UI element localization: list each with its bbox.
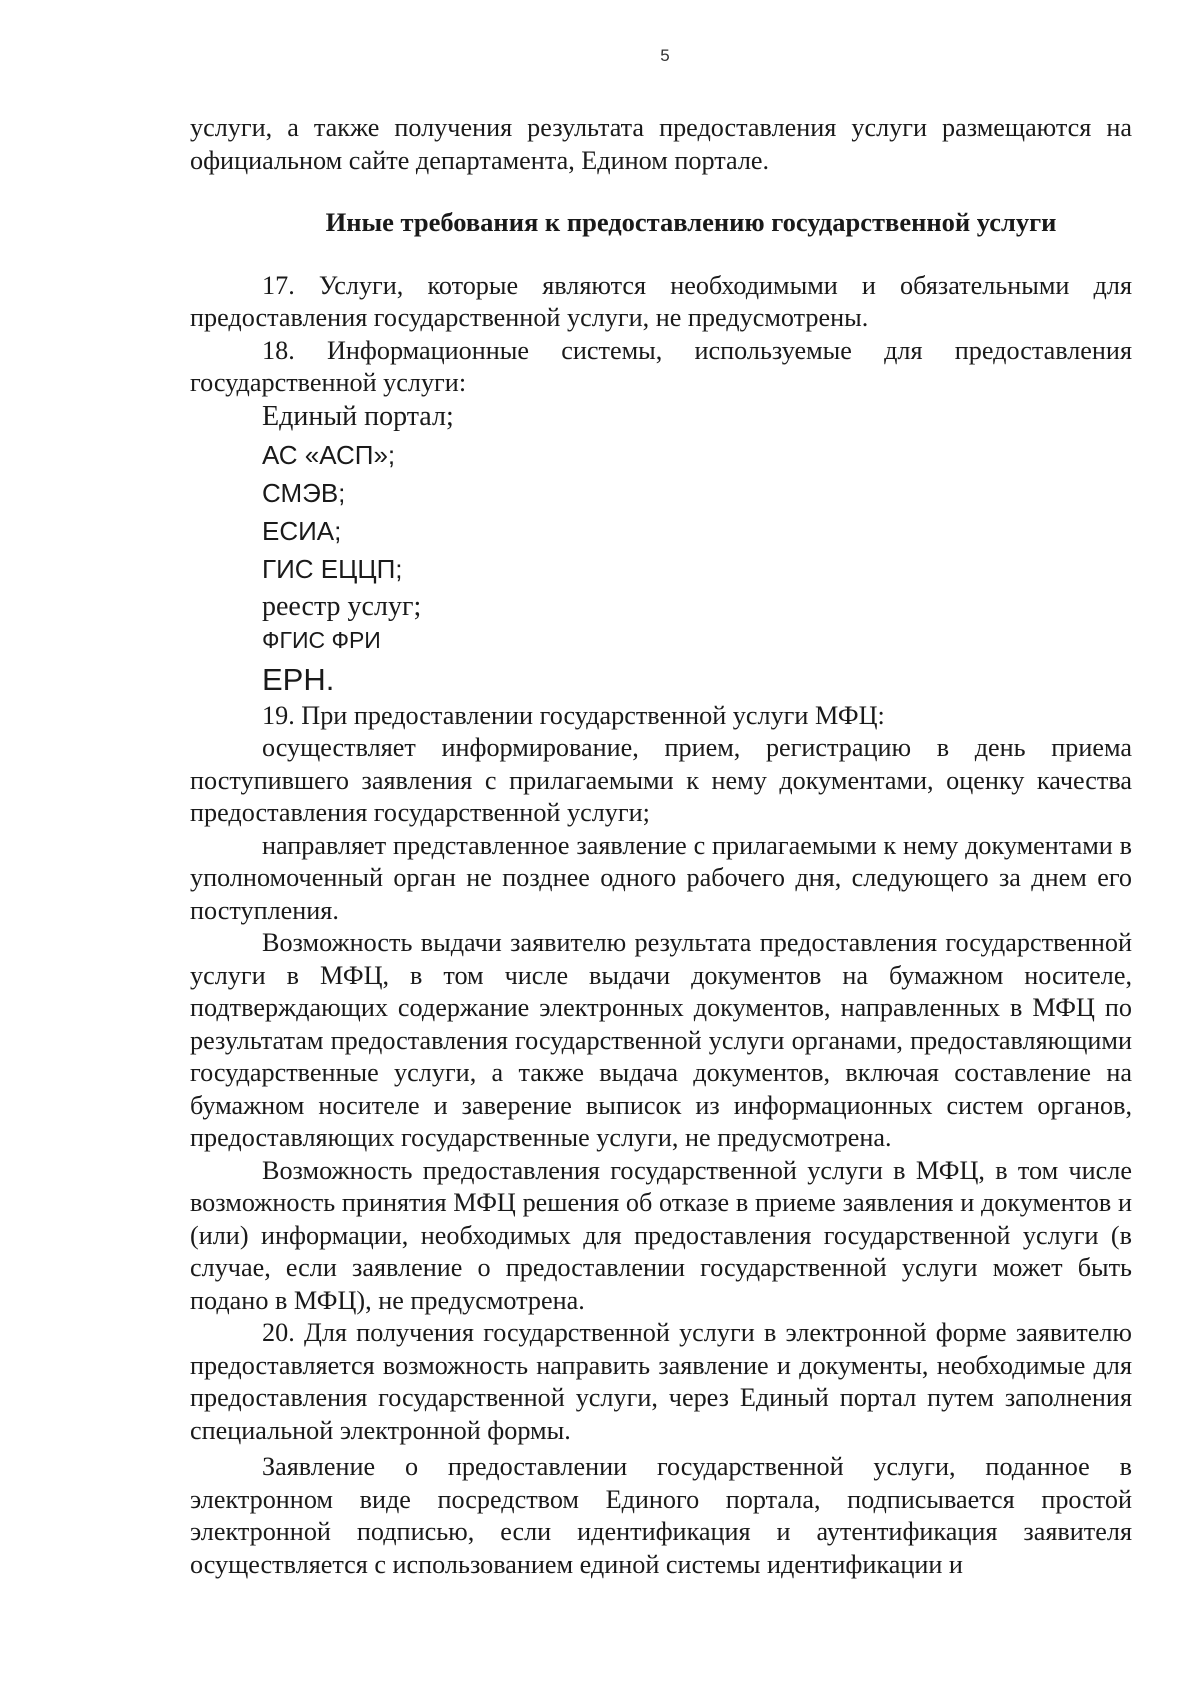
list-item-gis-ecp: ГИС ЕЦЦП; — [262, 553, 403, 584]
list-item-service-registry: реестр услуг; — [262, 590, 422, 622]
paragraph-19-result-issuance: Возможность выдачи заявителю результата предоставления государственной услуги в МФЦ, в том числе выдачи документов на бумажном носителе, подтверждающих содержание электронных документов, направленных в МФЦ по результатам предоставления государственной услуги органами, предоставляющими государственные услуги, а также выдача документов, включая составление на бумажном носителе и заверение выписок из информационных систем органов, предоставляющих государственные услуги, не предусмотрена. — [190, 928, 1132, 1152]
paragraph-17: 17. Услуги, которые являются необходимыми и обязательными для предоставления государственной услуги, не предусмотрены. — [190, 270, 1132, 332]
paragraph-19-forwarding: направляет представленное заявление с прилагаемыми к нему документами в уполномоченный орган не позднее одного рабочего дня, следующего за днем его поступления. — [190, 830, 1132, 925]
document-body — [190, 112, 1132, 1581]
paragraph-continuation: услуги, а также получения результата предоставления услуги размещаются на официальном сайте департамента, Едином портале. — [190, 113, 1132, 175]
page-number: 5 — [660, 46, 670, 65]
paragraph-20: 20. Для получения государственной услуги в электронной форме заявителю предоставляется возможность направить заявление и документы, необходимые для предоставления государственной услуги, через Единый портал путем заполнения специальной электронной формы. — [190, 1318, 1132, 1445]
paragraph-20-signature: Заявление о предоставлении государственной услуги, поданное в электронном виде посредством Единого портала, подписывается простой электронной подписью, если идентификация и аутентификация заявителя осуществляется с использованием единой системы идентификации и — [190, 1452, 1132, 1579]
list-item-fgis-fri: ФГИС ФРИ — [262, 626, 381, 653]
list-item-ern: ЕРН. — [262, 661, 335, 697]
paragraph-18: 18. Информационные системы, используемые для предоставления государственной услуги: — [190, 335, 1132, 397]
paragraph-19: 19. При предоставлении государственной услуги МФЦ: — [262, 700, 885, 730]
list-item-as-asp: АС «АСП»; — [262, 439, 396, 470]
list-item-single-portal: Единый портал; — [262, 400, 454, 432]
list-item-esia: ЕСИА; — [262, 515, 342, 546]
list-item-smev: СМЭВ; — [262, 477, 346, 508]
paragraph-19-informing: осуществляет информирование, прием, регистрацию в день приема поступившего заявления с прилагаемыми к нему документами, оценку качества предоставления государственной услуги; — [190, 733, 1132, 827]
paragraph-19-mfc-provision: Возможность предоставления государственной услуги в МФЦ, в том числе возможность принятия МФЦ решения об отказе в приеме заявления и документов и (или) информации, необходимых для предоставления государственной услуги (в случае, если заявление о предоставлении государственной услуги может быть подано в МФЦ), не предусмотрена. — [190, 1155, 1132, 1315]
section-heading: Иные требования к предоставлению государственной услуги — [325, 207, 1057, 237]
